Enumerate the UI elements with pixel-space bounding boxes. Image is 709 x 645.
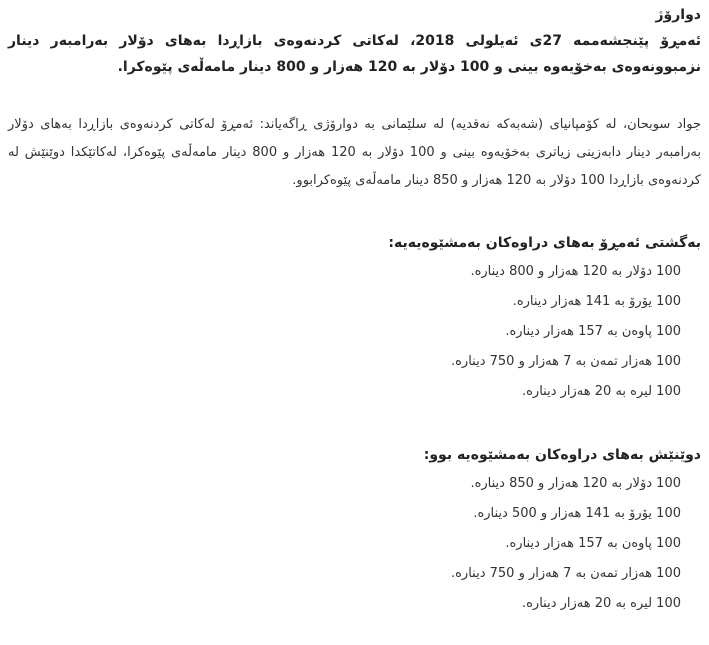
list-item: 100 یۆرۆ بە 141 هەزار دینارە. <box>512 294 681 309</box>
yesterday-rates-heading: دوێنێش بەهای دراوەکان بەمشێوەیە بوو: <box>423 447 701 463</box>
list-item: 100 لیرە بە 20 هەزار دینارە. <box>521 596 681 611</box>
list-item: 100 لیرە بە 20 هەزار دینارە. <box>521 384 681 399</box>
article-body: جواد سوبحان، لە کۆمپانیای (شەبەکە نەقدیە) لە سلێمانی بە دوارۆژی ڕاگەیاند: ئەمڕۆ لەکاتی کردنەوەی بازاڕدا بەهای دۆلار بەرامبەر دینار دابەزینی زیاتری بەخۆیەوە بینی و 100 دۆلار بە 120 هەزار و 800 دینار مامەڵەی پێوەکرا، لەکاتێکدا دوێنێش لە کردنەوەی بازاڕدا 100 دۆلار بە 120 هەزار و 850 دینار مامەڵەی پێوەکرابوو. <box>8 117 701 188</box>
list-item: 100 پاوەن بە 157 هەزار دینارە. <box>505 536 681 551</box>
list-item: 100 پاوەن بە 157 هەزار دینارە. <box>505 324 681 339</box>
spacer <box>8 407 701 441</box>
article-lead: ئەمڕۆ پێنجشەممە 27ی ئەیلولی 2018، لەکاتی کردنەوەی بازاڕدا بەهای دۆلار بەرامبەر دینار نزمبوونەوەی بەخۆیەوە بینی و 100 دۆلار بە 120 هەزار و 800 دینار مامەڵەی پێوەکرا. <box>8 33 701 75</box>
list-item: 100 دۆلار بە 120 هەزار و 800 دینارە. <box>470 264 681 279</box>
list-item: 100 هەزار تمەن بە 7 هەزار و 750 دینارە. <box>450 566 681 581</box>
yesterday-rates-list <box>8 469 701 619</box>
list-item: 100 یۆرۆ بە 141 هەزار و 500 دینارە. <box>473 506 681 521</box>
article-kicker: دوارۆژ <box>655 7 701 23</box>
list-item: 100 هەزار تمەن بە 7 هەزار و 750 دینارە. <box>450 354 681 369</box>
today-rates-heading: بەگشتی ئەمڕۆ بەهای دراوەکان بەمشێوەیەیە: <box>388 235 701 251</box>
list-item: 100 دۆلار بە 120 هەزار و 850 دینارە. <box>470 476 681 491</box>
today-rates-list <box>8 257 701 407</box>
spacer <box>8 195 701 229</box>
spacer <box>8 80 701 111</box>
